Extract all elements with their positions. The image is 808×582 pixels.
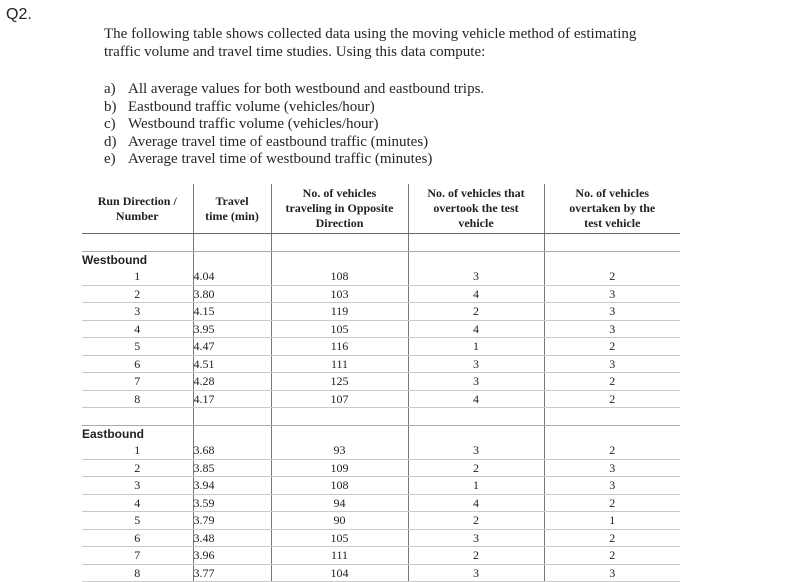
cell-overtaken: 2 — [544, 494, 680, 512]
cell-overtaken: 2 — [544, 338, 680, 356]
cell-time: 4.47 — [193, 338, 271, 356]
cell-opposite: 107 — [271, 390, 408, 408]
header-overtook: No. of vehicles that overtook the test vehicle — [408, 184, 544, 234]
section-row-eastbound — [82, 426, 680, 443]
header-run: Run Direction / Number — [82, 184, 193, 234]
cell-overtook: 1 — [408, 477, 544, 495]
cell-overtaken: 3 — [544, 564, 680, 582]
table-row — [82, 494, 680, 512]
data-table — [82, 184, 680, 582]
intro-line-2: traffic volume and travel time studies. Using this data compute: — [104, 44, 486, 60]
table-row — [82, 459, 680, 477]
cell-run: 2 — [82, 459, 193, 477]
cell-run: 4 — [82, 320, 193, 338]
cell-opposite: 103 — [271, 285, 408, 303]
table-row — [82, 477, 680, 495]
cell-time: 3.96 — [193, 547, 271, 565]
cell-opposite: 119 — [271, 303, 408, 321]
table-row — [82, 564, 680, 582]
section-row-westbound — [82, 252, 680, 269]
task-item — [104, 151, 484, 169]
cell-run: 6 — [82, 529, 193, 547]
cell-overtook: 3 — [408, 564, 544, 582]
cell-time: 3.95 — [193, 320, 271, 338]
cell-overtook: 3 — [408, 268, 544, 285]
cell-opposite: 116 — [271, 338, 408, 356]
task-text: Westbound traffic volume (vehicles/hour) — [128, 116, 379, 132]
task-text: Average travel time of eastbound traffic (minutes) — [128, 133, 429, 150]
cell-overtaken: 3 — [544, 285, 680, 303]
cell-opposite: 105 — [271, 529, 408, 547]
intro-paragraph — [104, 25, 704, 61]
task-item — [104, 134, 484, 152]
table-body — [82, 234, 680, 582]
cell-run: 6 — [82, 355, 193, 373]
cell-overtaken: 2 — [544, 390, 680, 408]
cell-overtook: 3 — [408, 442, 544, 459]
section-label: Eastbound — [82, 427, 144, 441]
cell-run: 3 — [82, 303, 193, 321]
task-marker: b) — [104, 98, 117, 115]
cell-overtaken: 2 — [544, 373, 680, 391]
cell-overtook: 3 — [408, 529, 544, 547]
cell-time: 4.28 — [193, 373, 271, 391]
table-row — [82, 355, 680, 373]
cell-opposite: 104 — [271, 564, 408, 582]
cell-overtook: 4 — [408, 390, 544, 408]
cell-run: 8 — [82, 390, 193, 408]
cell-opposite: 111 — [271, 547, 408, 565]
header-overtaken: No. of vehicles overtaken by the test vehicle — [544, 184, 680, 234]
cell-overtaken: 2 — [544, 547, 680, 565]
cell-time: 3.77 — [193, 564, 271, 582]
cell-time: 4.51 — [193, 355, 271, 373]
header-opposite: No. of vehicles traveling in Opposite Direction — [271, 184, 408, 234]
spacer-row — [82, 408, 680, 426]
header-row — [82, 184, 680, 234]
cell-overtook: 4 — [408, 320, 544, 338]
cell-overtaken: 3 — [544, 355, 680, 373]
cell-run: 7 — [82, 547, 193, 565]
task-text: All average values for both westbound and eastbound trips. — [128, 81, 485, 97]
table-row — [82, 390, 680, 408]
cell-overtook: 2 — [408, 303, 544, 321]
cell-time: 3.59 — [193, 494, 271, 512]
cell-run: 3 — [82, 477, 193, 495]
table-row — [82, 338, 680, 356]
cell-overtook: 3 — [408, 355, 544, 373]
cell-overtook: 2 — [408, 547, 544, 565]
cell-time: 3.85 — [193, 459, 271, 477]
cell-opposite: 125 — [271, 373, 408, 391]
cell-overtaken: 1 — [544, 512, 680, 530]
cell-time: 3.48 — [193, 529, 271, 547]
section-label: Westbound — [82, 253, 148, 267]
cell-overtook: 4 — [408, 494, 544, 512]
cell-time: 4.17 — [193, 390, 271, 408]
cell-overtaken: 2 — [544, 442, 680, 459]
cell-overtaken: 3 — [544, 477, 680, 495]
cell-overtaken: 2 — [544, 529, 680, 547]
cell-run: 5 — [82, 512, 193, 530]
table-row — [82, 285, 680, 303]
cell-time: 4.04 — [193, 268, 271, 285]
task-marker: a) — [104, 81, 116, 97]
cell-overtook: 4 — [408, 285, 544, 303]
cell-overtaken: 2 — [544, 268, 680, 285]
spacer-row — [82, 234, 680, 252]
cell-opposite: 108 — [271, 477, 408, 495]
cell-time: 4.15 — [193, 303, 271, 321]
cell-opposite: 109 — [271, 459, 408, 477]
cell-run: 1 — [82, 268, 193, 285]
task-marker: d) — [104, 133, 117, 150]
table-row — [82, 442, 680, 459]
intro-line-1: The following table shows collected data using the moving vehicle method of estimating — [104, 26, 637, 42]
table-row — [82, 268, 680, 285]
cell-run: 7 — [82, 373, 193, 391]
cell-opposite: 111 — [271, 355, 408, 373]
cell-overtaken: 3 — [544, 303, 680, 321]
cell-time: 3.68 — [193, 442, 271, 459]
cell-opposite: 94 — [271, 494, 408, 512]
table-row — [82, 373, 680, 391]
task-marker: c) — [104, 116, 116, 132]
cell-time: 3.80 — [193, 285, 271, 303]
cell-time: 3.79 — [193, 512, 271, 530]
table-row — [82, 529, 680, 547]
table-row — [82, 512, 680, 530]
cell-opposite: 108 — [271, 268, 408, 285]
cell-run: 1 — [82, 442, 193, 459]
task-item — [104, 116, 484, 134]
cell-opposite: 90 — [271, 512, 408, 530]
cell-opposite: 93 — [271, 442, 408, 459]
cell-overtook: 2 — [408, 459, 544, 477]
header-time: Travel time (min) — [193, 184, 271, 234]
task-item — [104, 99, 484, 117]
cell-overtook: 1 — [408, 338, 544, 356]
cell-run: 4 — [82, 494, 193, 512]
cell-run: 2 — [82, 285, 193, 303]
question-label: Q2. — [6, 6, 32, 23]
cell-run: 5 — [82, 338, 193, 356]
task-text: Average travel time of westbound traffic (minutes) — [128, 151, 433, 167]
cell-overtaken: 3 — [544, 320, 680, 338]
table-row — [82, 547, 680, 565]
cell-overtook: 2 — [408, 512, 544, 530]
cell-opposite: 105 — [271, 320, 408, 338]
cell-time: 3.94 — [193, 477, 271, 495]
task-item — [104, 81, 484, 99]
cell-run: 8 — [82, 564, 193, 582]
task-list — [104, 81, 484, 169]
table-row — [82, 320, 680, 338]
task-marker: e) — [104, 151, 116, 167]
table-row — [82, 303, 680, 321]
cell-overtaken: 3 — [544, 459, 680, 477]
cell-overtook: 3 — [408, 373, 544, 391]
task-text: Eastbound traffic volume (vehicles/hour) — [128, 98, 375, 115]
